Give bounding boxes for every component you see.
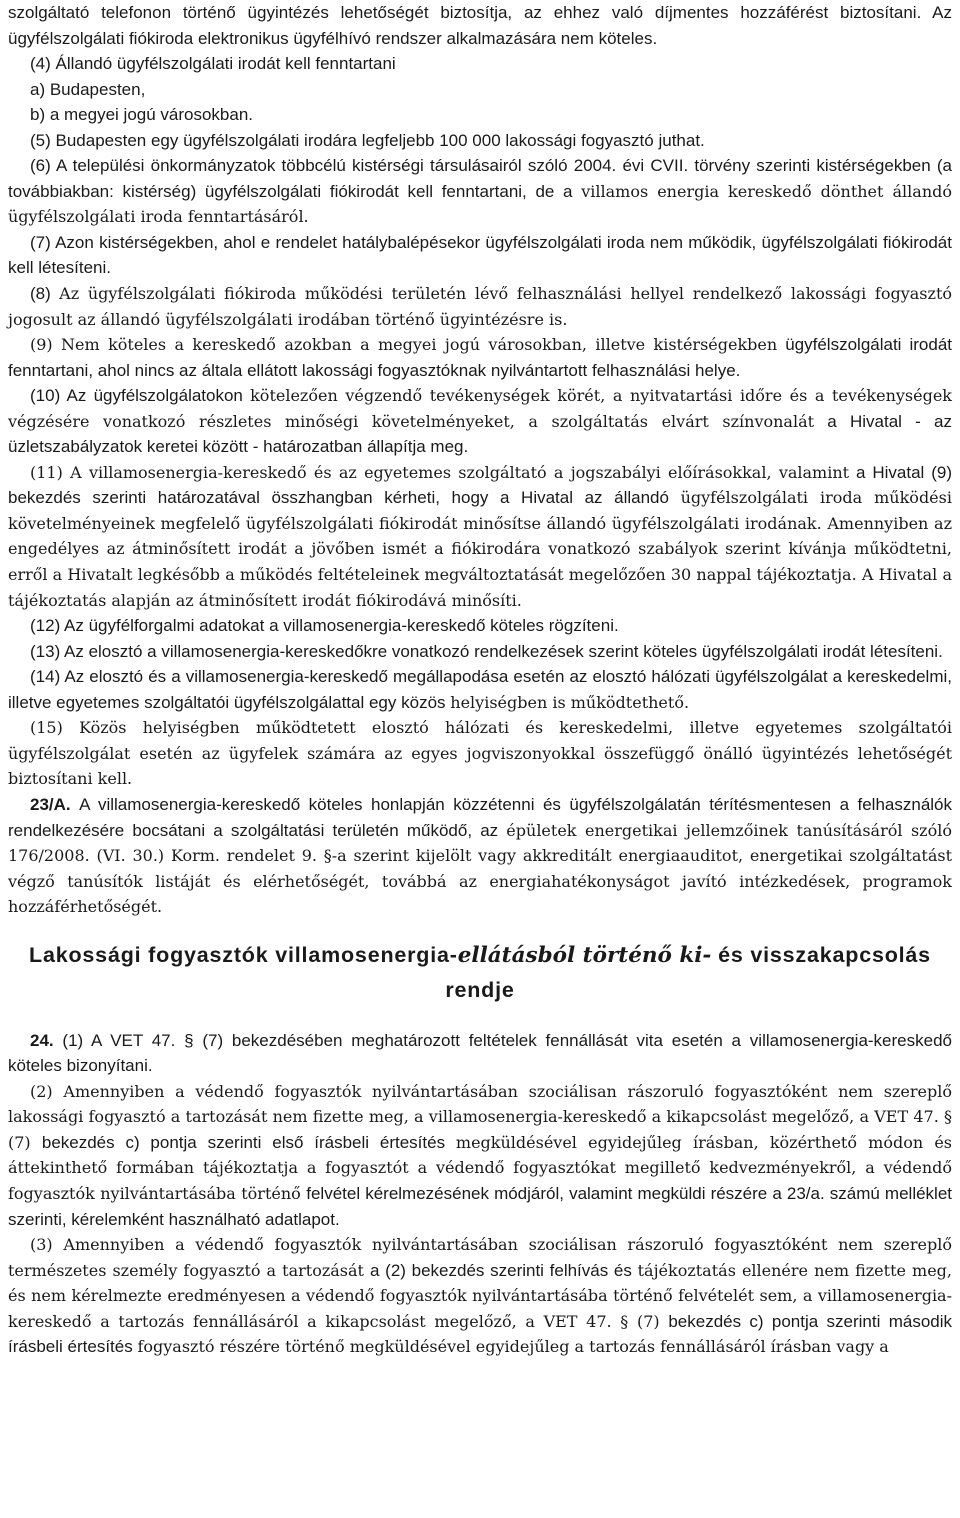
paragraph-text: (8) [30,284,60,304]
section-23a [8,792,952,920]
paragraph-text-serif: helyiségben is működtethető. [450,692,690,712]
paragraph-text-serif: (11) A villamosenergia-kereskedő és az egyetemes szolgáltató a jogszabályi előírásokkal, valamint [30,462,850,482]
paragraph-11 [8,460,952,613]
paragraph-4 [8,51,952,77]
paragraph-12 [8,613,952,639]
paragraph-text: (13) Az elosztó a villamosenergia-kereskedőkre vonatkozó rendelkezések szerint köteles ügyfélszolgálati irodát létesíteni. [30,641,943,661]
paragraph-continuation [8,0,952,51]
paragraph-text-serif: kötelezően végzendő tevékenységek körét, a nyitvatartási időre és a tevékenységek végzésére vonatkozó részletes minőségi követelményeket, a szolgáltatás elvárt színvonalát [8,386,952,431]
section-number: 23/A. [30,794,80,814]
paragraph-5 [8,128,952,154]
heading-text-italic: ellátásból történő ki- [457,942,712,968]
paragraph-14 [8,664,952,715]
paragraph-text-serif: villamos energia kereskedő dönthet állandó ügyfélszolgálati iroda fenntartásáról. [8,181,952,227]
paragraph-text-serif: (9) Nem köteles a kereskedő azokban a megyei jogú városokban, illetve kistérségekben [30,335,778,355]
heading-text: és visszakapcsolás rendje [445,942,931,1002]
paragraph-24-3 [8,1232,952,1360]
paragraph-text: bekezdés c) pontja szerinti második írásbeli értesítés [8,1311,953,1357]
paragraph-text: felvétel kérelmezésének módjáról, valamint megküldi részére a 23/a. számú melléklet szerinti, kérelemként használható adatlapot. [8,1183,953,1229]
paragraph-text: A villamosenergia-kereskedő köteles honlapján közzétenni és ügyfélszolgálatán térítésmentesen a felhasználók rendelkezésére bocsátani a szolgáltatási területén működő, az [8,794,952,840]
paragraph-text: (4) Állandó ügyfélszolgálati irodát kell fenntartani [30,54,396,74]
paragraph-text: (7) Azon kistérségekben, ahol e rendelet hatálybalépésekor ügyfélszolgálati iroda nem működik, ügyfélszolgálati fiókirodát kell létesíteni. [8,232,952,278]
paragraph-text: (6) A települési önkormányzatok többcélú kistérségi társulásairól szóló 2004. évi CVII. törvény szerinti kistérségekben (a továbbiakban: kistérség) ügyfélszolgálati fiókirodát kell fenntartani, de a [8,156,952,201]
paragraph-text-serif: (2) Amennyiben a védendő fogyasztók nyilvántartásában szociálisan rászoruló fogyasztóként nem szereplő lakossági fogyasztó a tartozását nem fizette meg, a villamosenergia-kereskedő a kikapcsolást megelőző, a VET 47. § (7) [8,1081,952,1152]
paragraph-7 [8,230,952,281]
paragraph-9 [8,332,952,383]
paragraph-text: (5) Budapesten egy ügyfélszolgálati irodára legfeljebb 100 000 lakossági fogyasztó juthat. [30,130,705,150]
paragraph-text-serif: épületek energetikai jellemzőinek tanúsításáról szóló 176/2008. (VI. 30.) Korm. rendelet 9. §-a szerint kijelölt vagy akkreditált energiaauditot, energetikai szolgáltatást végző tanúsítók listáját és elérhetőségét, továbbá az energiahatékonyságot javító intézkedések, programok hozzáférhetőségét. [8,820,952,917]
paragraph-text: szolgáltató telefonon történő ügyintézés lehetőségét biztosítja, az ehhez való díjmentes hozzáférést biztosítani. Az ügyfélszolgálati fiókiroda elektronikus ügyfélhívó rendszer alkalmazására nem köteles. [8,3,952,48]
section-number: 24. [30,1030,63,1050]
paragraph-text: bekezdés c) pontja szerinti első írásbeli értesítés [41,1132,446,1152]
paragraph-text: a) Budapesten, [30,79,146,99]
paragraph-text-serif: fogyasztó részére történő megküldésével egyidejűleg a tartozás fennállásáról írásban vagy a [137,1337,889,1357]
paragraph-text-serif: Az ügyfélszolgálati fiókiroda működési területén lévő felhasználási hellyel rendelkező lakossági fogyasztó jogosult az állandó ügyfélszolgálati irodában történő ügyintézésre is. [8,284,953,329]
paragraph-text: (1) A VET 47. § (7) bekezdésében meghatározott feltételek fennállását vita esetén a villamosenergia-kereskedő köteles bizonyítani. [8,1030,952,1076]
section-24 [8,1028,952,1079]
paragraph-text-serif: ügyfélszolgálati iroda működési követelményeinek megfelelő ügyfélszolgálati fiókirodát minősítse állandó ügyfélszolgálati irodának. Amennyiben az engedélyes az átminősített irodát a jövőben ismét a fiókirodára vonatkozó szabályok szerint kívánja működtetni, erről a Hivatalt legkésőbb a működés feltételeinek megváltoztatását megelőzően 30 nappal tájékoztatja. A Hivatal a tájékoztatás alapján az átminősített irodát fiókirodává minősíti. [8,488,952,610]
paragraph-10 [8,383,952,460]
paragraph-text: a Hivatal (9) bekezdés szerinti határozatával összhangban kérheti, hogy a Hivatal az állandó [8,462,953,508]
paragraph-text: (10) Az ügyfélszolgálatokon [30,386,251,406]
paragraph-text: b) a megyei jogú városokban. [30,105,254,125]
paragraph-text-serif: (15) Közös helyiségben működtetett elosztó hálózati és kereskedelmi, illetve egyetemes szolgáltatói ügyfélszolgálat esetén az ügyfelek számára az egyes jogviszonyokkal összefüggő önálló ügyintézés lehetőségét biztosítani kell. [8,718,952,789]
paragraph-4a [8,77,952,103]
paragraph-text: (14) Az elosztó és a villamosenergia-kereskedő megállapodása esetén az elosztó hálózati ügyfélszolgálat a kereskedelmi, illetve egyetemes szolgáltatói ügyfélszolgálattal egy közös [8,667,952,712]
heading-text: Lakossági fogyasztók villamosenergia- [29,942,458,967]
paragraph-13 [8,639,952,665]
paragraph-text: ügyfélszolgálati irodát fenntartani, ahol nincs az általa ellátott lakossági fogyasztóknak nyilvántartott felhasználási helye. [8,335,952,380]
paragraph-6 [8,153,952,230]
paragraph-15 [8,715,952,792]
paragraph-text: a (2) bekezdés szerinti felhívás és [370,1260,632,1280]
paragraph-4b [8,102,952,128]
paragraph-text: a Hivatal - az üzletszabályzatok keretei között - határozatban állapítja meg. [8,411,952,457]
paragraph-text-serif: (3) Amennyiben a védendő fogyasztók nyilvántartásában szociálisan rászoruló fogyasztóként nem szereplő természetes személy fogyasztó a tartozását [8,1235,952,1280]
paragraph-text-serif: megküldésével egyidejűleg írásban, közérthető módon és áttekinthető formában tájékoztatja a fogyasztót a védendő fogyasztókat megillető kedvezményekről, a védendő fogyasztók nyilvántartásába történő [8,1132,953,1203]
paragraph-8 [8,281,952,332]
paragraph-text-serif: tájékoztatás ellenére nem fizette meg, és nem kérelmezte eredményesen a védendő fogyasztók nyilvántartásába történő felvételét sem, a villamosenergia-kereskedő a tartozás fennállásáról a kikapcsolást megelőző, a VET 47. § (7) [8,1260,952,1331]
paragraph-text: (12) Az ügyfélforgalmi adatokat a villamosenergia-kereskedő köteles rögzíteni. [30,616,619,636]
paragraph-24-2 [8,1079,952,1232]
section-heading [8,938,952,1008]
